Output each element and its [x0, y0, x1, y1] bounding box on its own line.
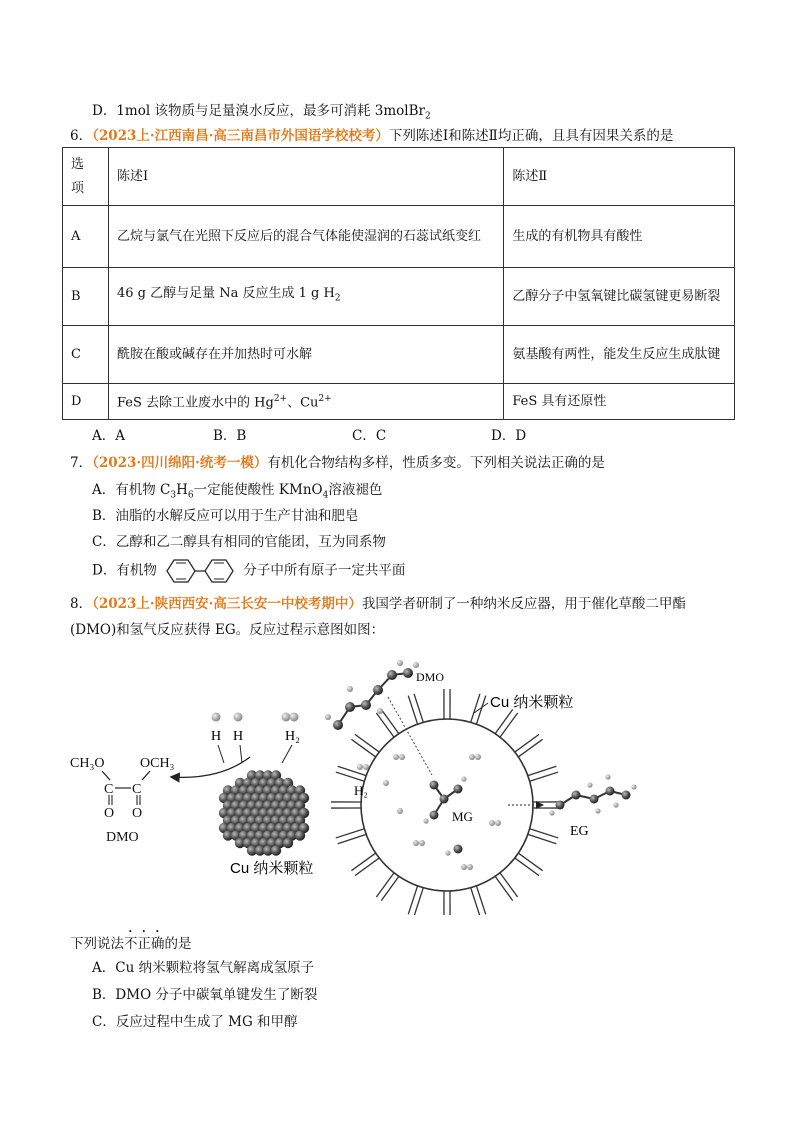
svg-text:H: H — [211, 729, 222, 744]
table-header-row — [63, 148, 735, 206]
svg-text:O: O — [104, 806, 115, 821]
header-option: 选项 — [63, 148, 109, 206]
reactor-channel — [376, 873, 394, 897]
reactor-channel — [355, 858, 379, 876]
q8-stem: 8．（2023上·陕西西安·高三长安一中校考期中）我国学者研制了一种纳米反应器，用于催化草酸二甲酯 — [70, 596, 686, 612]
svg-text:O: O — [132, 806, 143, 821]
svg-text:C: C — [104, 782, 114, 797]
q6-option-b: B．B — [213, 428, 247, 444]
hydrogen-atoms — [211, 713, 300, 764]
q6-option-a: A．A — [92, 428, 125, 444]
svg-text:DMO: DMO — [416, 670, 445, 684]
q6-number: 6． — [70, 128, 93, 144]
q6-source: （2023上·江西南昌·高三南昌市外国语学校校考） — [92, 128, 389, 144]
q6-question: 下列陈述Ⅰ和陈述Ⅱ均正确，且具有因果关系的是 — [388, 128, 674, 144]
biphenyl-structure — [161, 558, 239, 584]
svg-text:H: H — [233, 729, 244, 744]
q7-option-b: B．油脂的水解反应可以用于生产甘油和肥皂 — [92, 508, 359, 524]
q7-option-c: C．乙醇和乙二醇具有相同的官能团，互为同系物 — [92, 534, 386, 550]
q8-source: （2023上·陕西西安·高三长安一中校考期中） — [92, 596, 362, 612]
table-row: C 酰胺在酸或碱存在并加热时可水解 氨基酸有两性，能发生反应生成肽键 — [63, 326, 735, 384]
q6-option-c: C．C — [352, 428, 387, 444]
cu-atom — [271, 845, 281, 855]
q8-option-c: C．反应过程中生成了 MG 和甲醇 — [92, 1014, 298, 1030]
reactor-channel — [518, 853, 542, 871]
q5-option-d: D．1mol 该物质与足量溴水反应，最多可消耗 3molBr$_2$ — [92, 103, 431, 122]
q7-option-a: A．有机物 $C_3H_6$一定能使酸性 KMnO$_4$溶液褪色 — [92, 482, 383, 501]
table-row: B 46 g 乙醇与足量 Na 反应生成 1 g $H_2$ 乙醇分子中氢氧键比碳氢键更易断裂 — [63, 268, 735, 326]
q6-option-d: D．D — [491, 428, 527, 444]
q7-stem: 7．（2023·四川绵阳·统考一模）有机化合物结构多样，性质多变。下列相关说法正确的是 — [70, 455, 605, 471]
nano-reactor-diagram — [60, 645, 680, 915]
svg-text:CH₃O: CH₃O — [70, 756, 105, 771]
table-row: A 乙烷与氯气在光照下反应后的混合气体能使湿润的石蕊试纸变红 生成的有机物具有酸性 — [63, 206, 735, 268]
svg-text:Cu 纳米颗粒: Cu 纳米颗粒 — [490, 694, 574, 711]
table-row: D FeS 去除工业废水中的 $Hg^{2+}$、$Cu^{2+}$ FeS 具有还原性 — [63, 384, 735, 420]
svg-text:C: C — [132, 782, 142, 797]
dmo-structure — [70, 756, 175, 845]
q7-source: （2023·四川绵阳·统考一模） — [92, 455, 268, 471]
q8-option-b: B．DMO 分子中碳氧单键发生了断裂 — [92, 987, 318, 1003]
svg-text:OCH₃: OCH₃ — [140, 756, 175, 771]
reactor-channel — [515, 734, 539, 752]
reactor-channel — [351, 853, 375, 871]
reactor-channel — [355, 734, 379, 752]
header-statement-2: 陈述Ⅱ — [504, 148, 735, 206]
reactor-channel — [500, 873, 518, 897]
cu-nanoparticle-cluster — [219, 770, 309, 855]
cu-atom — [283, 838, 293, 848]
svg-text:MG: MG — [452, 809, 473, 824]
reactor-channel — [518, 739, 542, 757]
svg-text:H₂: H₂ — [285, 729, 300, 744]
svg-text:EG: EG — [570, 824, 589, 839]
reactor-channel — [515, 858, 539, 876]
header-statement-1: 陈述Ⅰ — [108, 148, 503, 206]
reactor-channel — [351, 739, 375, 757]
q6-stem — [70, 124, 673, 144]
svg-text:Cu 纳米颗粒: Cu 纳米颗粒 — [230, 860, 314, 877]
reactor-channel — [381, 876, 399, 900]
curved-arrow-icon — [172, 757, 250, 777]
reactor-channel — [376, 713, 394, 737]
reactor-channel — [495, 876, 513, 900]
cu-atom — [295, 830, 305, 840]
q7-option-d: D．有机物 分子中所有原子一定共平面 — [92, 558, 405, 584]
svg-text:DMO: DMO — [106, 830, 139, 845]
dmo-molecule — [325, 660, 444, 775]
svg-text:H₂: H₂ — [354, 783, 368, 798]
q8-stem-line2: (DMO)和氢气反应获得 EG。反应过程示意图如图： — [70, 622, 385, 638]
q8-question: 下列说法不正确的是 — [70, 936, 192, 952]
reactor-channel — [381, 709, 399, 733]
reactor-channel — [495, 709, 513, 733]
q8-option-a: A．Cu 纳米颗粒将氢气解离成氢原子 — [92, 960, 315, 976]
reactor-channel — [500, 713, 518, 737]
q6-table — [62, 147, 735, 420]
eg-molecule — [549, 774, 636, 839]
